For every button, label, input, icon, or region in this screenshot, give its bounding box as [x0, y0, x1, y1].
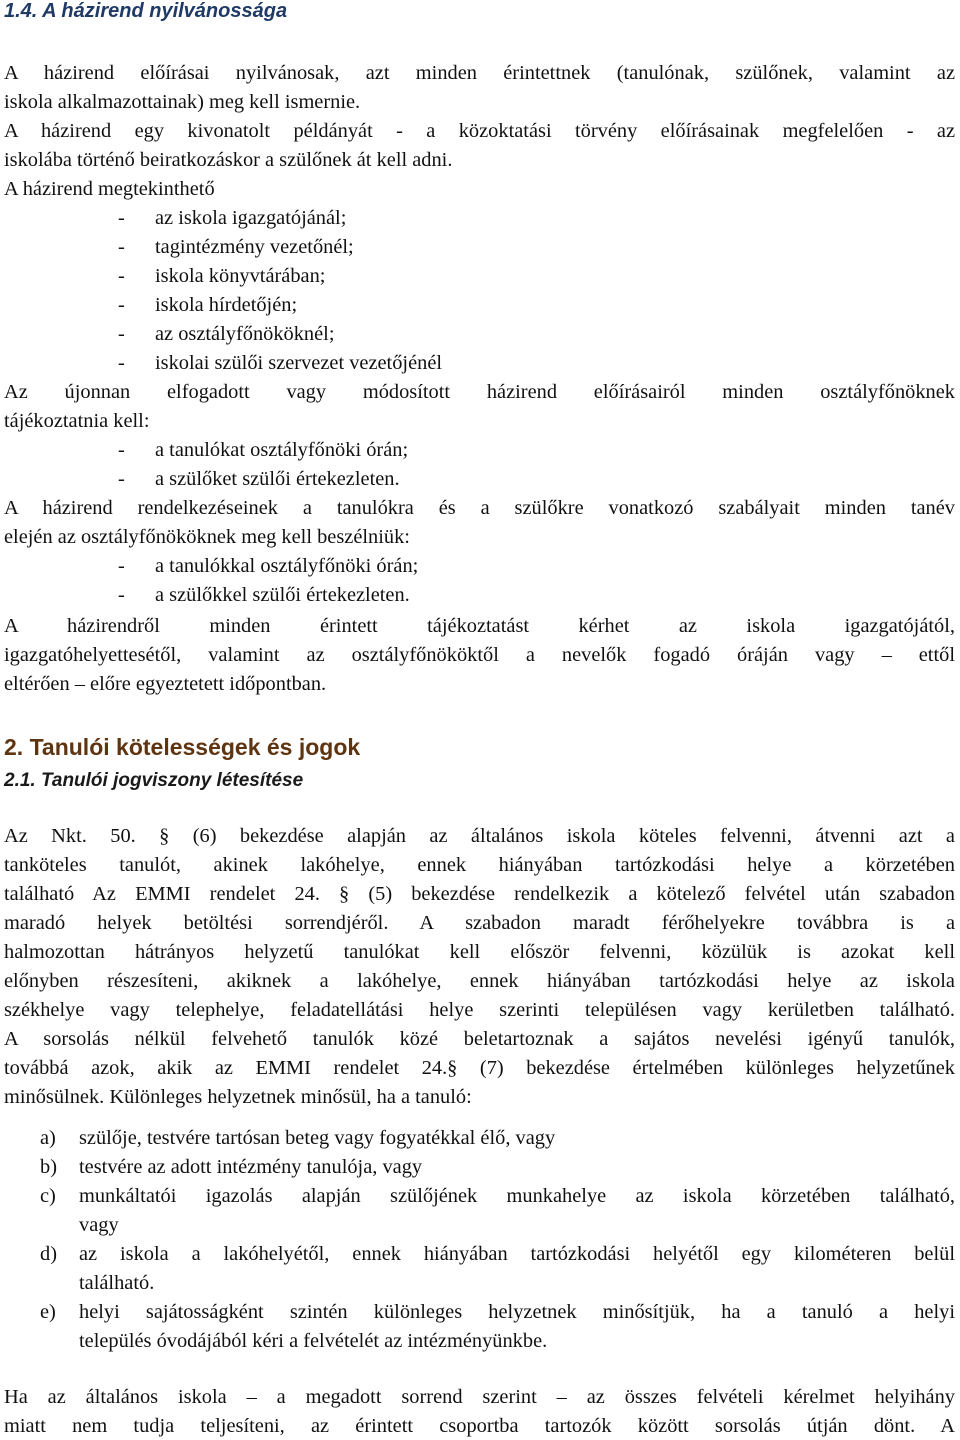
- paragraph-line: tanköteles tanulót, akinek lakóhelye, ennek hiányában tartózkodási helye a körzetében: [4, 854, 955, 876]
- paragraph-line: halmozottan hátrányos helyzetű tanulókat kell először felvenni, közülük is azokat kell: [4, 941, 955, 963]
- list-marker: c): [40, 1185, 56, 1207]
- dash-list-item: - tagintézmény vezetőnél;: [118, 236, 354, 258]
- paragraph-line: tájékoztatnia kell:: [4, 410, 150, 432]
- list-item-text: helyi sajátosságként szintén különleges helyzetnek minősítjük, ha a tanuló a helyi: [79, 1301, 955, 1323]
- paragraph-line: A házirend megtekinthető: [4, 178, 215, 200]
- list-item-text: vagy: [79, 1214, 119, 1236]
- dash-list-item: - a szülőkkel szülői értekezleten.: [118, 584, 410, 606]
- list-item-text: szülője, testvére tartósan beteg vagy fogyatékkal élő, vagy: [79, 1127, 556, 1149]
- paragraph-line: elején az osztályfőnököknek meg kell beszélniük:: [4, 526, 410, 548]
- paragraph-line: továbbá azok, akik az EMMI rendelet 24.§ (7) bekezdése értelmében különleges helyzetűnek: [4, 1057, 955, 1079]
- dash-list-item: - az osztályfőnököknél;: [118, 323, 335, 345]
- paragraph-line: székhelye vagy telephelye, feladatellátási helye szerinti településen vagy kerületben található.: [4, 999, 955, 1021]
- paragraph-line: eltérően – előre egyeztetett időpontban.: [4, 673, 327, 695]
- paragraph-line: miatt nem tudja teljesíteni, az érintett csoportba tartozók között sorsolás útján dönt. A: [4, 1415, 955, 1437]
- list-item-text: található.: [79, 1272, 155, 1294]
- dash-list-item: - iskolai szülői szervezet vezetőjénél: [118, 352, 443, 374]
- paragraph-line: A házirendről minden érintett tájékoztatást kérhet az iskola igazgatójától,: [4, 615, 955, 637]
- paragraph-line: Az újonnan elfogadott vagy módosított házirend előírásairól minden osztályfőnöknek: [4, 381, 955, 403]
- section-heading-1-4: 1.4. A házirend nyilvánossága: [4, 0, 288, 22]
- dash-list-item: - iskola könyvtárában;: [118, 265, 326, 287]
- paragraph-line: A házirend rendelkezéseinek a tanulókra és a szülőkre vonatkozó szabályait minden tanév: [4, 497, 955, 519]
- list-marker: e): [40, 1301, 56, 1323]
- dash-list-item: - az iskola igazgatójánál;: [118, 207, 347, 229]
- paragraph-line: található Az EMMI rendelet 24. § (5) bekezdése rendelkezik a kötelező felvétel után szabadon: [4, 883, 955, 905]
- paragraph-line: iskola alkalmazottainak) meg kell ismernie.: [4, 91, 361, 113]
- list-item-text: az iskola a lakóhelyétől, ennek hiányában tartózkodási helyétől egy kilométeren belül: [79, 1243, 955, 1265]
- dash-list-item: - iskola hírdetőjén;: [118, 294, 298, 316]
- paragraph-line: A házirend egy kivonatolt példányát - a közoktatási törvény előírásainak megfelelően - az: [4, 120, 955, 142]
- paragraph-line: minősülnek. Különleges helyzetnek minősül, ha a tanuló:: [4, 1086, 472, 1108]
- paragraph-line: Ha az általános iskola – a megadott sorrend szerint – az összes felvételi kérelmet helyihány: [4, 1386, 955, 1408]
- section-heading-2-1: 2.1. Tanulói jogviszony létesítése: [4, 770, 304, 791]
- list-marker: d): [40, 1243, 57, 1265]
- list-marker: a): [40, 1127, 56, 1149]
- paragraph-line: A sorsolás nélkül felvehető tanulók közé beletartoznak a sajátos nevelési igényű tanulók,: [4, 1028, 955, 1050]
- paragraph-line: A házirend előírásai nyilvánosak, azt minden érintettnek (tanulónak, szülőnek, valamint az: [4, 62, 955, 84]
- paragraph-line: Az Nkt. 50. § (6) bekezdése alapján az általános iskola köteles felvenni, átvenni azt a: [4, 825, 955, 847]
- dash-list-item: - a tanulókkal osztályfőnöki órán;: [118, 555, 419, 577]
- dash-list-item: - a tanulókat osztályfőnöki órán;: [118, 439, 409, 461]
- list-marker: b): [40, 1156, 57, 1178]
- dash-list-item: - a szülőket szülői értekezleten.: [118, 468, 400, 490]
- paragraph-line: maradó helyek betöltési sorrendjéről. A szabadon maradt férőhelyekre továbbra is a: [4, 912, 955, 934]
- list-item-text: munkáltatói igazolás alapján szülőjének munkahelye az iskola körzetében található,: [79, 1185, 955, 1207]
- list-item-text: testvére az adott intézmény tanulója, vagy: [79, 1156, 423, 1178]
- paragraph-line: előnyben részesíteni, akiknek a lakóhelye, ennek hiányában tartózkodási helye az iskola: [4, 970, 955, 992]
- paragraph-line: iskolába történő beiratkozáskor a szülőnek át kell adni.: [4, 149, 453, 171]
- section-heading-2: 2. Tanulói kötelességek és jogok: [4, 734, 361, 760]
- paragraph-line: igazgatóhelyettesétől, valamint az osztályfőnököktől a nevelők fogadó óráján vagy – ettől: [4, 644, 955, 666]
- list-item-text: település óvodájából kéri a felvételét az intézményünkbe.: [79, 1330, 548, 1352]
